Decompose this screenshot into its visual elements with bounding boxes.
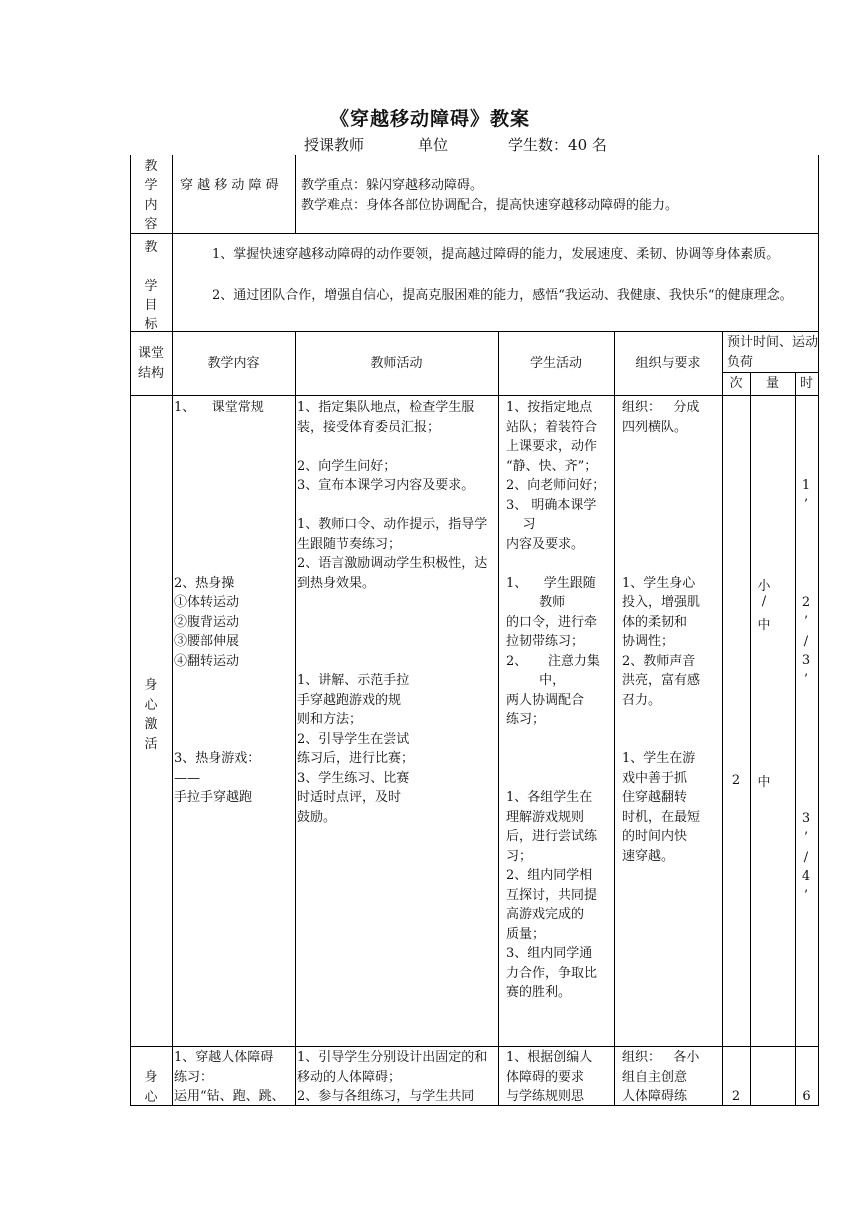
- content-label-2: 学: [144, 178, 158, 193]
- section1-times: 2: [731, 773, 741, 788]
- section1-time-b-1: 2: [801, 595, 811, 610]
- goal-2: 2、通过团队合作，增强自信心，提高克服困难的能力，感悟“我运动、我健康、我快乐“的健康理念。: [212, 288, 793, 303]
- section1-org: 组织： 分成 四列横队。 1、学生身心 投入，增强肌 体的柔韧和 协调性； 2、教师声音 洪亮，富有感 召力。 1、学生在游 戏中善于抓 住穿越翻转 时机，在最短 的时间内快 速穿越。: [622, 400, 701, 864]
- difficulty: 教学难点：身体各部位协调配合，提高快速穿越移动障碍的能力。: [301, 198, 679, 213]
- page-title: 《穿越移动障碍》教案: [329, 108, 530, 130]
- section1-time-b-5: ’: [803, 672, 809, 687]
- section1-amount-a-3: 中: [757, 618, 771, 633]
- section2-label-2: 心: [144, 1090, 158, 1105]
- section1-time-c-4: 4: [801, 869, 811, 884]
- key-point: 教学重点：躲闪穿越移动障碍。: [301, 178, 484, 193]
- section1-amount-a-1: 小: [757, 579, 771, 594]
- section1-time-b-2: ’: [803, 614, 809, 629]
- section1-label-3: 激: [144, 717, 158, 732]
- header-load: 预计时间、运动负荷: [727, 335, 819, 370]
- goals-label-1: 教: [144, 240, 158, 255]
- header-time: 时: [799, 376, 813, 391]
- section1-amount-a-2: /: [761, 594, 767, 609]
- goals-label-4: 标: [144, 317, 158, 332]
- header-student: 学生活动: [529, 356, 582, 371]
- content-label-1: 教: [144, 159, 158, 174]
- section2-teacher: 1、引导学生分别设计出固定的和移动的人体障碍； 2、参与各组练习，与学生共同: [297, 1050, 488, 1104]
- section2-times: 2: [731, 1089, 741, 1104]
- teacher-label: 授课教师: [304, 136, 365, 154]
- section2-time: 6: [802, 1089, 811, 1104]
- section1-time-b-3: /: [803, 634, 809, 649]
- lesson-topic: 穿 越 移 动 障 碍: [180, 178, 279, 193]
- section1-time-a-2: ’: [803, 497, 809, 512]
- section1-content: 1、 课堂常规 2、热身操 ①体转运动 ②腹背运动 ③腰部伸展 ④翻转运动 3、热身游戏： —— 手拉手穿越跑: [174, 400, 264, 805]
- section1-time-c-2: ’: [803, 830, 809, 845]
- content-label-3: 内: [144, 198, 158, 213]
- unit-label: 单位: [418, 136, 449, 154]
- section2-content: 1、穿越人体障碍 练习： 运用“钻、跑、跳、: [174, 1050, 285, 1104]
- goals-label-3: 目: [144, 298, 158, 313]
- section1-time-b-4: 3: [801, 653, 811, 668]
- goals-label-2: 学: [144, 279, 158, 294]
- section2-org: 组织： 各小 组自主创意 人体障碍练: [622, 1050, 700, 1104]
- section1-teacher: 1、指定集队地点，检查学生服装，接受体育委员汇报； 2、向学生问好； 3、宣布本课学习内容及要求。 1、教师口令、动作提示，指导学生跟随节奏练习； 2、语言激励调动学生积极性，达到热身效果。 1、讲解、示范手拉 手穿越跑游戏的规 则和方法； 2、引导学生在尝试 练习后，进行比赛； 3、学生练习、比赛 时适时点评，及时 鼓励。: [297, 400, 488, 825]
- section2-label-1: 身: [144, 1070, 158, 1085]
- section1-student: 1、按指定地点 站队；着装符合 上课要求，动作 “静、快、齐”； 2、向老师问好； 3、 明确本课学 习 内容及要求。 1、 学生跟随 教师 的口令，进行牵 拉韧带练习； 2、 注意力集 中， 两人协调配合 练习； 1、各组学生在 理解游戏规则 后，进行尝试练 习； 2、组内同学相 互探讨，共同提 高游戏完成的 质量； 3、组内同学通 力合作，争取比 赛的胜利。: [506, 400, 606, 1000]
- header-times: 次: [729, 376, 743, 391]
- goal-1: 1、掌握快速穿越移动障碍的动作要领，提高越过障碍的能力，发展速度、柔韧、协调等身体素质。: [212, 247, 780, 262]
- header-teacher: 教师活动: [370, 356, 423, 371]
- section1-label-1: 身: [144, 678, 158, 693]
- section1-time-c-1: 3: [801, 811, 811, 826]
- header-amount: 量: [765, 376, 779, 391]
- subtitle-line: [304, 134, 607, 155]
- student-count: 学生数：40 名: [508, 136, 607, 154]
- section1-time-c-5: ’: [803, 888, 809, 903]
- section1-amount-b: 中: [757, 775, 771, 790]
- section1-label-2: 心: [144, 698, 158, 713]
- section1-label-4: 活: [144, 737, 158, 752]
- header-structure: 课堂结构: [137, 346, 164, 381]
- section2-student: 1、根据创编人 体障碍的要求 与学练规则思: [506, 1050, 593, 1104]
- section1-time-c-3: /: [803, 850, 809, 865]
- header-content: 教学内容: [207, 356, 260, 371]
- header-org: 组织与要求: [635, 356, 701, 371]
- content-label-4: 容: [144, 217, 158, 232]
- section1-time-a-1: 1: [801, 478, 811, 493]
